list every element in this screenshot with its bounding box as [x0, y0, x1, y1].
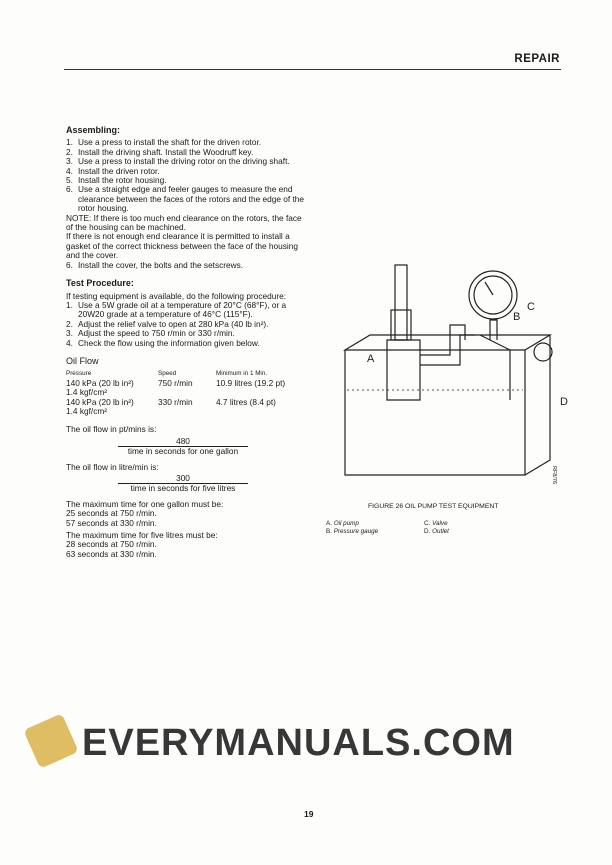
callout-a: A	[367, 353, 375, 365]
step-text: Install the rotor housing.	[78, 175, 167, 186]
legend-value: Oil pump	[333, 520, 359, 527]
figure-reference: RF8/76	[551, 465, 558, 485]
limit-line: 25 seconds at 750 r/min.	[66, 508, 157, 519]
numerator: 480	[118, 437, 248, 447]
step-number: 3.	[66, 156, 73, 167]
oil-flow-table	[66, 369, 306, 416]
header-rule	[64, 69, 561, 70]
step-text: Use a 5W grade oil at a temperature of 20°C (68°F), or a 20W20 grade at a temperature of 46°C (115°F).	[78, 299, 287, 320]
legend-key: D.	[424, 528, 431, 535]
list-item	[66, 339, 306, 348]
oil-flow-heading: Oil Flow	[66, 355, 99, 366]
legend-key: C.	[424, 520, 431, 527]
limit-line: 57 seconds at 330 r/min.	[66, 517, 157, 528]
step-number: 6.	[66, 184, 73, 195]
step-text: Check the flow using the information given below.	[78, 337, 260, 348]
speed-cell: 750 r/min	[158, 377, 193, 388]
step-number: 2.	[66, 318, 73, 329]
watermark: EVERYMANUALS.COM	[82, 722, 515, 764]
legend-item	[326, 528, 378, 535]
tank-top	[345, 335, 550, 350]
formula-label: The oil flow in litre/min is:	[66, 461, 159, 472]
table-row	[66, 398, 306, 417]
legend-key: B.	[326, 528, 332, 535]
legend-item	[326, 520, 359, 527]
pressure-cell: 140 kPa (20 lb in²)	[66, 377, 134, 388]
formula	[118, 437, 248, 457]
note: If there is not enough end clearance it is permitted to install a gasket of the correct thickness between the face of the housing and the cover.	[66, 231, 298, 261]
step-number: 6.	[66, 259, 73, 270]
test-steps	[66, 301, 306, 348]
oil-pump-test-figure	[325, 240, 575, 500]
step-number: 1.	[66, 299, 73, 310]
test-intro: If testing equipment is available, do the following procedure:	[66, 290, 287, 301]
legend-value: Pressure gauge	[333, 528, 379, 535]
tank-side	[525, 335, 550, 475]
legend-key: A.	[326, 520, 332, 527]
min-flow-cell: 10.9 litres (19.2 pt)	[216, 377, 286, 388]
numerator: 300	[118, 474, 248, 484]
list-item	[66, 185, 306, 213]
limit-label: The maximum time for five litres must be:	[66, 530, 218, 541]
step-number: 5.	[66, 175, 73, 186]
col-header: Minimum in 1 Min.	[216, 370, 268, 378]
step-text: Adjust the relief valve to open at 280 kPa (40 lb in²).	[78, 318, 269, 329]
section-header: REPAIR	[514, 53, 560, 65]
step-text: Adjust the speed to 750 r/min or 330 r/min.	[78, 328, 235, 339]
list-item	[66, 261, 306, 270]
formula	[118, 474, 248, 494]
text-column	[66, 126, 306, 559]
min-flow-cell: 4.7 litres (8.4 pt)	[216, 396, 276, 407]
valve	[534, 343, 552, 361]
limit-line: 63 seconds at 330 r/min.	[66, 548, 157, 559]
step-number: 3.	[66, 328, 73, 339]
limit-line: 28 seconds at 750 r/min.	[66, 539, 157, 550]
limit-label: The maximum time for one gallon must be:	[66, 498, 224, 509]
legend-item	[424, 520, 448, 527]
speed-cell: 330 r/min	[158, 396, 193, 407]
oil-pump	[387, 340, 420, 400]
callout-d: D	[560, 396, 568, 408]
step-text: Use a straight edge and feeler gauges to measure the end clearance between the faces of the rotors and the edge of the rotor housing.	[78, 184, 305, 214]
legend-value: Valve	[432, 520, 448, 527]
tank-front	[345, 350, 525, 475]
step-number: 4.	[66, 165, 73, 176]
watermark-logo	[23, 713, 78, 768]
col-header: Speed	[158, 370, 177, 378]
step-text: Install the driving shaft. Install the Woodruff key.	[78, 146, 254, 157]
note: NOTE: If there is too much end clearance on the rotors, the face of the housing can be machined.	[66, 212, 302, 233]
denominator: time in seconds for five litres	[130, 483, 236, 494]
assembling-heading: Assembling:	[66, 125, 121, 135]
table-row	[66, 379, 306, 398]
pressure-metric: 1.4 kgf/cm²	[66, 405, 108, 416]
pressure-cell: 140 kPa (20 lb in²)	[66, 396, 134, 407]
assembling-steps	[66, 138, 306, 213]
step-number: 1.	[66, 137, 73, 148]
figure-caption: FIGURE 26 OIL PUMP TEST EQUIPMENT	[368, 503, 499, 510]
pressure-metric: 1.4 kgf/cm²	[66, 387, 108, 398]
step-text: Install the driven rotor.	[78, 165, 160, 176]
step-number: 2.	[66, 146, 73, 157]
col-header: Pressure	[66, 370, 92, 378]
test-procedure-heading: Test Procedure:	[66, 278, 134, 289]
legend-value: Outlet	[432, 528, 449, 535]
step-text: Install the cover, the bolts and the setscrews.	[78, 259, 244, 270]
step-text: Use a press to install the driving rotor on the driving shaft.	[78, 156, 290, 167]
callout-c: C	[527, 301, 535, 313]
list-item	[66, 301, 306, 320]
step-text: Use a press to install the shaft for the driven rotor.	[78, 137, 262, 148]
page-number: 19	[304, 809, 314, 819]
legend-item	[424, 528, 449, 535]
step-number: 4.	[66, 337, 73, 348]
formula-label: The oil flow in pt/mins is:	[66, 424, 157, 435]
callout-b: B	[513, 311, 521, 323]
denominator: time in seconds for one gallon	[127, 446, 239, 457]
